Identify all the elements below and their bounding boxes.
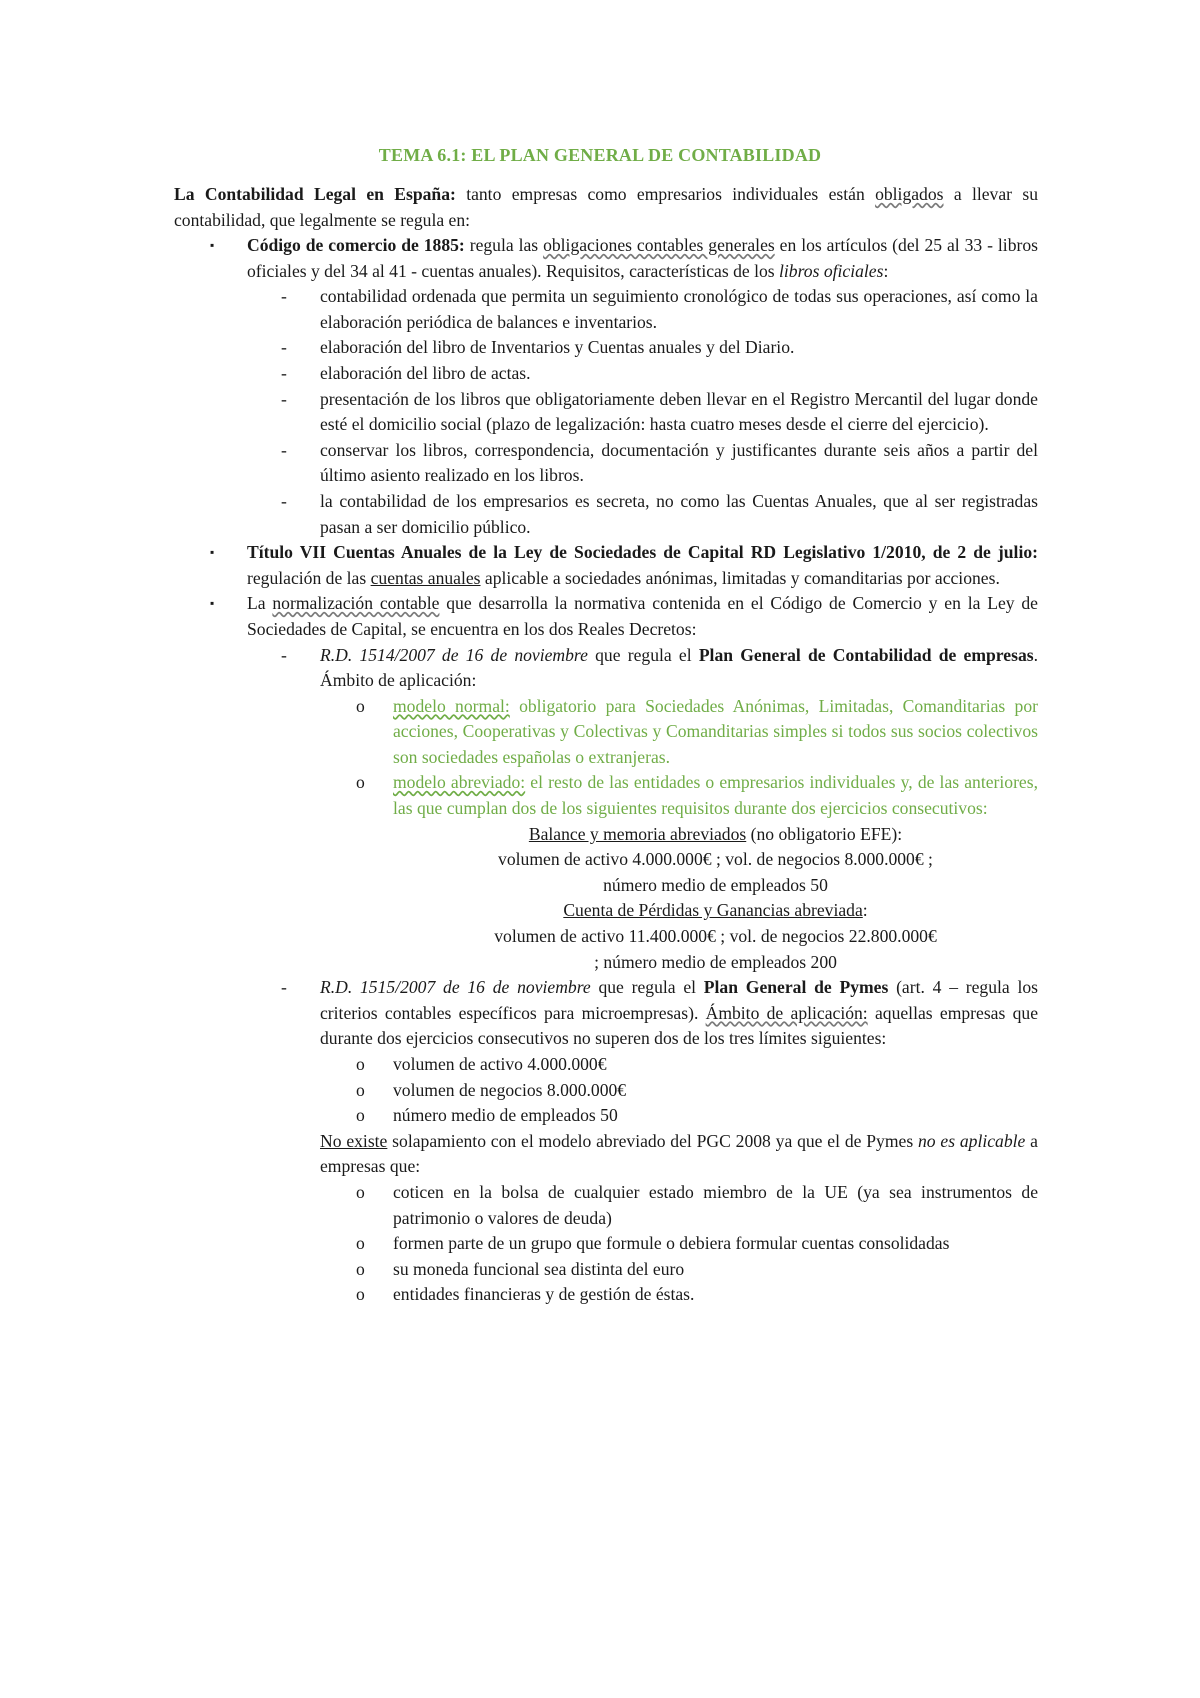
codigo-bold: Código de comercio de 1885: [247,235,465,255]
bullet-titulo-vii [174,540,1038,591]
rd1514-text: que regula el [587,644,699,665]
dash-bullet-icon: - [281,362,287,383]
limit-item: número medio de empleados 50 [393,1105,618,1126]
square-bullet-icon: ▪ [210,596,215,611]
modelo-normal-label: modelo normal: [393,695,510,716]
limit-item: volumen de negocios 8.000.000€ [393,1079,627,1100]
codigo-item: contabilidad ordenada que permita un seguimiento cronológico de todas sus operaciones, así como la elaboración periódica de balances e inventarios. [320,286,1038,332]
rd1515-text-2: (art. 4 – regula los criterios contables específicos para microempresas). [320,977,1038,1023]
codigo-item: elaboración del libro de Inventarios y Cuentas anuales y del Diario. [320,337,795,358]
modelo-normal-item [174,694,1038,771]
list-item [174,1231,1038,1257]
rd1514-item [174,643,1038,694]
circle-bullet-icon: o [356,1258,365,1279]
content-list [174,233,1038,1308]
exclusion-item: formen parte de un grupo que formule o debiera formular cuentas consolidadas [393,1233,950,1254]
titulo-text: regulación de las [247,567,371,588]
list-item [174,1078,1038,1104]
titulo-cuentas-anuales: cuentas anuales [370,567,481,588]
rd1514-text-2: . Ámbito de aplicación: [320,644,1039,691]
titulo-text-2: aplicable a sociedades anónimas, limitadas y comanditarias por acciones. [480,567,1000,588]
codigo-text-3: : [883,260,889,281]
titulo-bold: Título VII Cuentas Anuales de la Ley de Sociedades de Capital RD Legislativo 1/2010, de 2 de julio: [247,542,1038,563]
circle-bullet-icon: o [356,1079,365,1100]
list-item [174,489,1038,540]
dash-bullet-icon: - [281,337,287,358]
pyg-heading [174,898,1038,924]
intro-text-end: a llevar su contabilidad, que legalmente se regula en: [174,184,1039,230]
codigo-item: presentación de los libros que obligatoriamente deben llevar en el Registro Mercantil del lugar donde esté el domicilio social (plazo de legalización: hasta cuatro meses desde el cierre del ejercicio). [320,388,1038,435]
dash-bullet-icon: - [281,977,287,998]
pyg-line: volumen de activo 11.400.000€ ; vol. de negocios 22.800.000€ [494,926,937,947]
balance-heading [174,822,1038,848]
intro-text: tanto empresas como empresarios individuales están [455,184,876,204]
list-item [174,1257,1038,1283]
codigo-item: la contabilidad de los empresarios es secreta, no como las Cuentas Anuales, que al ser registradas pasan a ser domicilio público. [320,490,1038,537]
exclusion-item: entidades financieras y de gestión de éstas. [393,1284,695,1305]
normalizacion-text-2: que desarrolla la normativa contenida en el Código de Comercio y en la Ley de Sociedades de Capital, se encuentra en los dos Reales Decretos: [247,593,1038,639]
modelo-abreviado-label: modelo abreviado: [393,772,526,793]
dash-bullet-icon: - [281,644,287,665]
list-item [174,1052,1038,1078]
rd1515-text-3: aquellas empresas que durante dos ejercicios consecutivos no superen dos de los tres límites siguientes: [320,1002,1039,1049]
list-item [174,1180,1038,1231]
list-item [174,438,1038,489]
exclusion-item: coticen en la bolsa de cualquier estado miembro de la UE (ya sea instrumentos de patrimonio o valores de deuda) [393,1181,1038,1228]
rd1514-italic: R.D. 1514/2007 de 16 de noviembre [320,644,588,665]
square-bullet-icon: ▪ [210,238,215,252]
circle-bullet-icon: o [356,1181,365,1202]
square-bullet-icon: ▪ [210,545,215,560]
balance-note: (no obligatorio EFE): [746,823,903,844]
no-aplicable: no es aplicable [917,1130,1026,1151]
list-item [174,361,1038,387]
codigo-text-2: en los artículos (del 25 al 33 - libros oficiales y del 34 al 41 - cuentas anuales). Requisitos, características de los [247,235,1038,281]
rd1515-ambito: Ámbito de aplicación: [705,1002,868,1023]
dash-bullet-icon: - [281,490,287,511]
list-item [174,387,1038,438]
balance-line: número medio de empleados 50 [603,874,828,895]
pyg-label: Cuenta de Pérdidas y Ganancias abreviada [563,900,863,921]
dash-bullet-icon: - [281,388,287,409]
codigo-obligaciones: obligaciones contables generales [543,235,775,255]
rd1515-item [174,975,1038,1052]
page-title: TEMA 6.1: EL PLAN GENERAL DE CONTABILIDAD [378,145,822,165]
no-existe-text: solapamiento con el modelo abreviado del PGC 2008 ya que el de Pymes [387,1130,918,1151]
no-existe-text-2: a empresas que: [320,1130,1038,1177]
intro-bold: La Contabilidad Legal en España: [174,184,456,204]
rd1515-italic: R.D. 1515/2007 de 16 de noviembre [320,977,591,998]
balance-line: volumen de activo 4.000.000€ ; vol. de negocios 8.000.000€ ; [498,849,933,870]
list-item [174,284,1038,335]
bullet-codigo-comercio [174,233,1038,284]
circle-bullet-icon: o [356,772,365,793]
exclusion-item: su moneda funcional sea distinta del euro [393,1258,685,1279]
list-item [174,1103,1038,1129]
no-existe-paragraph [174,1129,1038,1180]
rd1514-bold: Plan General de Contabilidad de empresas [698,644,1034,665]
rd1515-text: que regula el [590,977,704,998]
codigo-italic: libros oficiales [779,260,884,281]
normalizacion-text: La [247,593,273,614]
normalizacion-link: normalización contable [272,593,440,614]
list-item [174,335,1038,361]
codigo-item: elaboración del libro de actas. [320,362,531,383]
intro-paragraph [174,182,1038,233]
dash-bullet-icon: - [281,439,287,460]
no-existe: No existe [320,1130,388,1151]
circle-bullet-icon: o [356,1105,365,1126]
pyg-line: ; número medio de empleados 200 [594,951,837,972]
intro-obligados: obligados [875,184,944,204]
circle-bullet-icon: o [356,1233,365,1254]
dash-bullet-icon: - [281,286,287,307]
modelo-abreviado-text: el resto de las entidades o empresarios individuales y, de las anteriores, las que cumplan dos de los siguientes requisitos durante dos ejercicios consecutivos: [393,772,1038,819]
bullet-normalizacion [174,591,1038,642]
codigo-text: regula las [464,235,544,255]
list-item [174,1282,1038,1308]
modelo-abreviado-item [174,770,1038,821]
circle-bullet-icon: o [356,1284,365,1305]
balance-label: Balance y memoria abreviados [528,823,747,844]
circle-bullet-icon: o [356,695,365,716]
circle-bullet-icon: o [356,1054,365,1074]
codigo-item: conservar los libros, correspondencia, documentación y justificantes durante seis años a partir del último asiento realizado en los libros. [320,439,1038,486]
pyg-colon: : [862,900,868,921]
modelo-normal-text: obligatorio para Sociedades Anónimas, Limitadas, Comanditarias por acciones, Cooperativas y Colectivas y Comanditarias simples si todos sus socios colectivos son sociedades españolas o extranjeras. [393,695,1038,767]
limit-item: volumen de activo 4.000.000€ [393,1054,607,1074]
rd1515-bold: Plan General de Pymes [703,977,889,998]
